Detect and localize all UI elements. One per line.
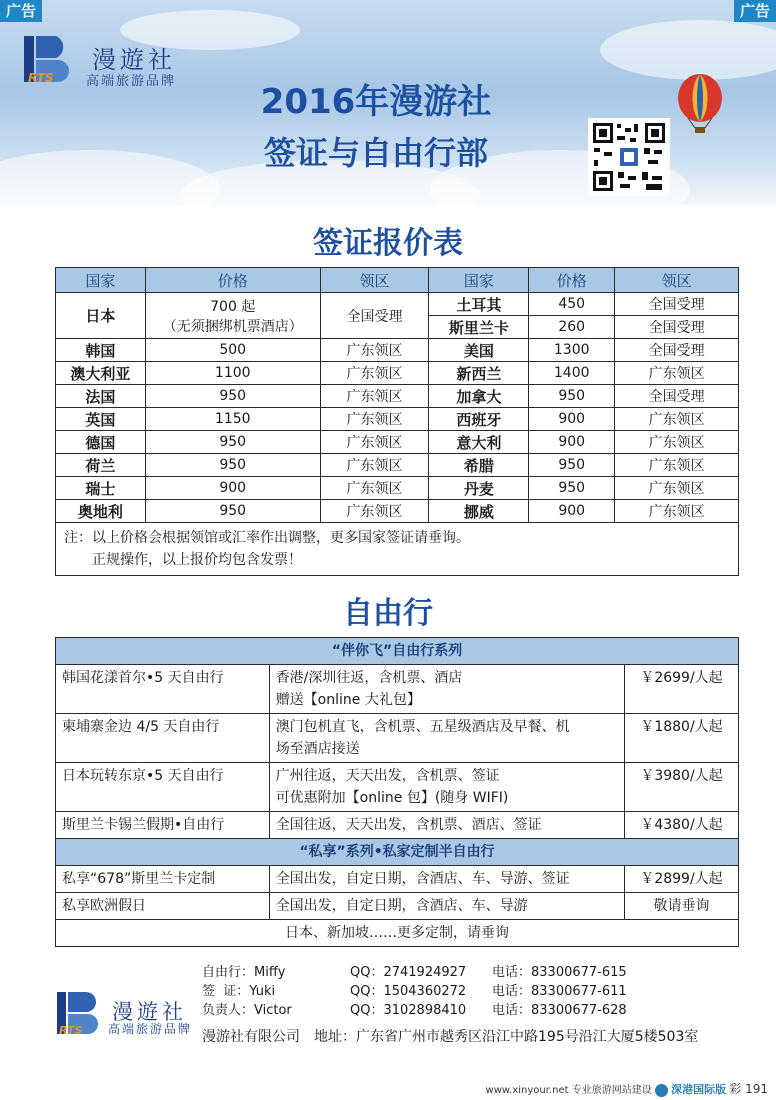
series-header: “伴你飞”自由行系列 bbox=[56, 638, 739, 665]
table-row bbox=[56, 339, 739, 362]
price-cell: 950 bbox=[145, 431, 320, 454]
product-name: 斯里兰卡锡兰假期•自由行 bbox=[56, 812, 270, 839]
ad-label-left: 广告 bbox=[0, 0, 42, 22]
product-name: 柬埔寨金边 4/5 天自由行 bbox=[56, 714, 270, 763]
region-cell: 广东领区 bbox=[615, 454, 739, 477]
price-cell: 950 bbox=[145, 385, 320, 408]
footer-logo-name: 漫遊社 bbox=[112, 1000, 187, 1024]
table-row bbox=[56, 866, 739, 893]
table-row bbox=[56, 408, 739, 431]
qr-code-icon bbox=[588, 118, 670, 196]
product-desc bbox=[269, 714, 624, 763]
page-number: 彩 191 bbox=[729, 1082, 768, 1096]
region-cell: 广东领区 bbox=[615, 408, 739, 431]
contact-phone: 电话：83300677-611 bbox=[492, 984, 627, 999]
footer-brand-logo-icon bbox=[55, 990, 115, 1036]
price-cell: 900 bbox=[529, 431, 615, 454]
contact-phone: 电话：83300677-628 bbox=[492, 1003, 627, 1018]
desc-line: 可优惠附加【online 包】(随身 WIFI) bbox=[275, 790, 509, 806]
contact-phone: 电话：83300677-615 bbox=[492, 965, 627, 980]
table-row bbox=[56, 812, 739, 839]
header-country: 国家 bbox=[56, 268, 146, 293]
title-line-1: 2016年漫游社 bbox=[260, 82, 492, 122]
price-cell: 900 bbox=[145, 477, 320, 500]
table-row bbox=[56, 431, 739, 454]
note-line: 注：以上价格会根据领馆或汇率作出调整，更多国家签证请垂询。 bbox=[64, 530, 470, 546]
price-cell: 950 bbox=[529, 477, 615, 500]
country-cell: 日本 bbox=[56, 293, 146, 339]
price-cell: 950 bbox=[529, 454, 615, 477]
page-footer bbox=[486, 1080, 768, 1097]
country-cell: 丹麦 bbox=[429, 477, 529, 500]
free-travel-table bbox=[55, 637, 739, 947]
price-cell bbox=[145, 293, 320, 339]
region-cell: 广东领区 bbox=[615, 477, 739, 500]
table-row bbox=[56, 714, 739, 763]
region-cell: 广东领区 bbox=[615, 362, 739, 385]
footer-site: www.xinyour.net 专业旅游网站建设 bbox=[485, 1085, 652, 1096]
product-price: 敬请垂询 bbox=[625, 893, 739, 920]
region-cell: 广东领区 bbox=[320, 500, 429, 523]
logo-subtitle: 高端旅游品牌 bbox=[86, 74, 177, 89]
price-cell: 450 bbox=[529, 293, 615, 316]
price-cell: 950 bbox=[529, 385, 615, 408]
product-name: 私享欧洲假日 bbox=[56, 893, 270, 920]
country-cell: 土耳其 bbox=[429, 293, 529, 316]
series-header-row bbox=[56, 839, 739, 866]
logo-name: 漫遊社 bbox=[92, 46, 176, 74]
table-row bbox=[56, 665, 739, 714]
region-cell: 广东领区 bbox=[320, 408, 429, 431]
region-cell: 广东领区 bbox=[320, 362, 429, 385]
company-info bbox=[202, 1026, 698, 1046]
hot-air-balloon-icon bbox=[672, 74, 728, 134]
region-cell: 广东领区 bbox=[615, 500, 739, 523]
country-cell: 挪威 bbox=[429, 500, 529, 523]
more-info: 日本、新加坡……更多定制，请垂询 bbox=[56, 920, 739, 947]
price-cell: 1400 bbox=[529, 362, 615, 385]
price-cell: 900 bbox=[529, 500, 615, 523]
country-cell: 法国 bbox=[56, 385, 146, 408]
table-row bbox=[56, 500, 739, 523]
header-price: 价格 bbox=[529, 268, 615, 293]
region-cell: 全国受理 bbox=[615, 293, 739, 316]
country-cell: 西班牙 bbox=[429, 408, 529, 431]
product-desc: 全国出发，自定日期，含酒店、车、导游 bbox=[269, 893, 624, 920]
product-desc bbox=[269, 763, 624, 812]
product-price: ￥1880/人起 bbox=[625, 714, 739, 763]
contact-role: 签 证：Yuki bbox=[202, 984, 276, 999]
contact-qq: QQ：3102898410 bbox=[350, 1003, 467, 1018]
table-row bbox=[56, 385, 739, 408]
table-row bbox=[56, 454, 739, 477]
visa-price-table bbox=[55, 267, 739, 576]
product-price: ￥2899/人起 bbox=[625, 866, 739, 893]
country-cell: 意大利 bbox=[429, 431, 529, 454]
table-row bbox=[56, 893, 739, 920]
region-cell: 广东领区 bbox=[320, 477, 429, 500]
country-cell: 斯里兰卡 bbox=[429, 316, 529, 339]
region-cell: 广东领区 bbox=[320, 431, 429, 454]
note-line: 正规操作，以上报价均包含发票！ bbox=[92, 552, 302, 568]
country-cell: 澳大利亚 bbox=[56, 362, 146, 385]
desc-line: 赠送【online 大礼包】 bbox=[275, 692, 421, 708]
product-desc bbox=[269, 665, 624, 714]
company-address: 地址：广东省广州市越秀区沿江中路195号沿江大厦5楼503室 bbox=[314, 1029, 699, 1045]
logo-letters: RTS bbox=[59, 1024, 83, 1036]
visa-section-title: 签证报价表 bbox=[313, 226, 463, 261]
country-cell: 希腊 bbox=[429, 454, 529, 477]
logo-letters: RTS bbox=[28, 71, 54, 85]
country-cell: 德国 bbox=[56, 431, 146, 454]
contact-role: 负责人：Victor bbox=[202, 1003, 292, 1018]
footer-logo-subtitle: 高端旅游品牌 bbox=[108, 1022, 193, 1036]
price-cell: 950 bbox=[145, 500, 320, 523]
price-cell: 1100 bbox=[145, 362, 320, 385]
free-travel-section-title: 自由行 bbox=[343, 596, 433, 631]
country-cell: 荷兰 bbox=[56, 454, 146, 477]
contact-qq: QQ：2741924927 bbox=[350, 965, 467, 980]
region-cell: 广东领区 bbox=[320, 454, 429, 477]
desc-line: 香港/深圳往返，含机票、酒店 bbox=[275, 670, 463, 686]
product-desc: 全国往返，天天出发，含机票、酒店、签证 bbox=[269, 812, 624, 839]
product-price: ￥2699/人起 bbox=[625, 665, 739, 714]
brand-badge-icon bbox=[655, 1084, 668, 1097]
note-row bbox=[56, 523, 739, 576]
table-row bbox=[56, 362, 739, 385]
price-cell: 950 bbox=[145, 454, 320, 477]
product-desc: 全国出发，自定日期，含酒店、车、导游、签证 bbox=[269, 866, 624, 893]
region-cell: 全国受理 bbox=[320, 293, 429, 339]
price-cell: 900 bbox=[529, 408, 615, 431]
series-header-row bbox=[56, 638, 739, 665]
price-line: 700 起 bbox=[210, 298, 256, 315]
desc-line: 广州往返，天天出发，含机票、签证 bbox=[275, 768, 500, 784]
product-name: 日本玩转东京•5 天自由行 bbox=[56, 763, 270, 812]
country-cell: 加拿大 bbox=[429, 385, 529, 408]
country-cell: 瑞士 bbox=[56, 477, 146, 500]
header-region: 领区 bbox=[615, 268, 739, 293]
product-price: ￥4380/人起 bbox=[625, 812, 739, 839]
footer-brand: 深港国际版 bbox=[671, 1083, 727, 1096]
company-name: 漫游社有限公司 bbox=[202, 1029, 300, 1045]
country-cell: 奥地利 bbox=[56, 500, 146, 523]
price-cell: 260 bbox=[529, 316, 615, 339]
region-cell: 广东领区 bbox=[320, 385, 429, 408]
product-name: 私享“678”斯里兰卡定制 bbox=[56, 866, 270, 893]
region-cell: 广东领区 bbox=[320, 339, 429, 362]
country-cell: 美国 bbox=[429, 339, 529, 362]
more-row bbox=[56, 920, 739, 947]
table-row bbox=[56, 293, 739, 316]
contact-role: 自由行：Miffy bbox=[202, 965, 286, 980]
price-cell: 1150 bbox=[145, 408, 320, 431]
price-cell: 1300 bbox=[529, 339, 615, 362]
table-row bbox=[56, 763, 739, 812]
country-cell: 韩国 bbox=[56, 339, 146, 362]
desc-line: 澳门包机直飞，含机票、五星级酒店及早餐、机 bbox=[275, 719, 570, 735]
region-cell: 广东领区 bbox=[615, 431, 739, 454]
table-row bbox=[56, 477, 739, 500]
visa-note bbox=[56, 523, 739, 576]
region-cell: 全国受理 bbox=[615, 385, 739, 408]
page-title bbox=[0, 74, 776, 123]
header-region: 领区 bbox=[320, 268, 429, 293]
title-line-2: 签证与自由行部 bbox=[263, 134, 488, 172]
header-country: 国家 bbox=[429, 268, 529, 293]
product-price: ￥3980/人起 bbox=[625, 763, 739, 812]
contact-qq: QQ：1504360272 bbox=[350, 984, 467, 999]
price-cell: 500 bbox=[145, 339, 320, 362]
cloud bbox=[600, 20, 776, 80]
series-header: “私享”系列•私家定制半自由行 bbox=[56, 839, 739, 866]
region-cell: 全国受理 bbox=[615, 316, 739, 339]
country-cell: 新西兰 bbox=[429, 362, 529, 385]
table-header-row bbox=[56, 268, 739, 293]
region-cell: 全国受理 bbox=[615, 339, 739, 362]
header-price: 价格 bbox=[145, 268, 320, 293]
desc-line: 场至酒店接送 bbox=[275, 741, 360, 757]
price-note: （无须捆绑机票酒店） bbox=[162, 318, 303, 335]
product-name: 韩国花漾首尔•5 天自由行 bbox=[56, 665, 270, 714]
country-cell: 英国 bbox=[56, 408, 146, 431]
ad-label-right: 广告 bbox=[734, 0, 776, 22]
